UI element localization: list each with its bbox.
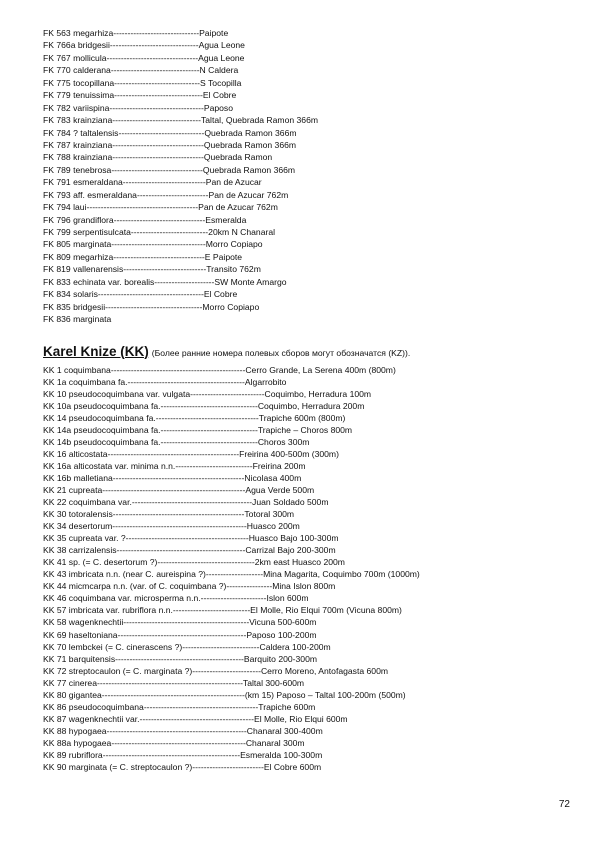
list-item: FK 809 megarhiza--------------------------------E Paipote xyxy=(43,251,243,262)
list-item: FK 835 bridgesii----------------------------------Morro Copiapo xyxy=(43,301,260,312)
list-item: FK 783 krainziana-------------------------------Taltal, Quebrada Ramon 366m xyxy=(43,115,319,126)
list-item: KK 57 imbricata var. rubriflora n.n.---------------------------El Molle, Rio Elqui 700m (Vicuna 800m) xyxy=(43,605,402,616)
list-item: KK 46 coquimbana var. microsperma n.n.-----------------------Islon 600m xyxy=(43,593,309,604)
list-item: KK 58 wagenknechtii--------------------------------------------Vicuna 500-600m xyxy=(43,617,317,628)
list-item: FK 799 serpentisulcata---------------------------20km N Chanaral xyxy=(43,227,276,237)
document-page xyxy=(43,27,563,773)
list-item: FK 834 solaris-------------------------------------El Cobre xyxy=(43,289,238,300)
list-item: FK 791 esmeraldana-----------------------------Pan de Azucar xyxy=(43,177,262,188)
list-item: KK 14 pseudocoquimbana fa.------------------------------------Trapiche 600m (800m) xyxy=(43,412,346,423)
list-item: KK 89 rubriflora------------------------------------------------Esmeralda 100-300m xyxy=(43,750,323,760)
list-item: FK 779 tenuissima-------------------------------El Cobre xyxy=(43,90,237,101)
list-item: FK 563 megarhiza------------------------------Paipote xyxy=(43,28,229,38)
kk-field-number-list xyxy=(43,364,563,774)
list-item: FK 805 marginata---------------------------------Morro Copiapo xyxy=(43,239,263,250)
list-item: KK 70 lembckei (= C. cinerascens ?)---------------------------Caldera 100-200m xyxy=(43,641,331,652)
list-item: FK 770 calderana-------------------------------N Caldera xyxy=(43,65,239,76)
list-item: KK 14b pseudocoquimbana fa.----------------------------------Choros 300m xyxy=(43,436,310,447)
list-item: FK 788 krainziana--------------------------------Quebrada Ramon xyxy=(43,152,273,163)
list-item: KK 34 desertorum-----------------------------------------------Huasco 200m xyxy=(43,521,300,532)
list-item: KK 43 imbricata n.n. (near C. aureispina ?)--------------------Mina Magarita, Coquimbo 700m (1000m) xyxy=(43,569,420,580)
list-item: KK 21 cupreata--------------------------------------------------Agua Verde 500m xyxy=(43,484,315,495)
fk-field-number-list xyxy=(43,27,563,326)
list-item: FK 833 echinata var. borealis---------------------SW Monte Amargo xyxy=(43,276,287,287)
list-item: KK 10a pseudocoquimbana fa.----------------------------------Coquimbo, Herradura 200m xyxy=(43,400,365,411)
list-item: KK 41 sp. (= C. desertorum ?)----------------------------------2km east Huasco 200m xyxy=(43,557,345,568)
list-item: KK 16b malletiana----------------------------------------------Nicolasa 400m xyxy=(43,472,302,483)
list-item: KK 71 barquitensis---------------------------------------------Barquito 200-300m xyxy=(43,653,318,664)
section-note: (Более ранние номера полевых сборов могут обозначатся (KZ)). xyxy=(151,347,411,358)
list-item: KK 72 streptocaulon (= C. marginata ?)------------------------Cerro Moreno, Antofagasta 600m xyxy=(43,665,389,676)
list-item: KK 35 cupreata var. ?-------------------------------------------Huasco Bajo 100-300m xyxy=(43,533,339,544)
list-item: FK 787 krainziana--------------------------------Quebrada Ramon 366m xyxy=(43,139,297,150)
list-item: KK 10 pseudocoquimbana var. vulgata--------------------------Coquimbo, Herradura 100m xyxy=(43,388,372,399)
list-item: FK 782 variispina---------------------------------Paposo xyxy=(43,102,233,113)
list-item: FK 775 tocopillana------------------------------S Tocopilla xyxy=(43,77,242,88)
list-item: KK 77 cinerea---------------------------------------------------Taltal 300-600m xyxy=(43,677,305,688)
list-item: KK 44 micmcarpa n.n. (var. of C. coquimbana ?)----------------Mina Islon 800m xyxy=(43,581,336,592)
list-item: KK 87 wagenknechtii var.----------------------------------------El Molle, Rio Elqui 600m xyxy=(43,713,348,724)
list-item: KK 1a coquimbana fa.-----------------------------------------Algarrobito xyxy=(43,376,287,387)
page-number: 72 xyxy=(558,799,570,810)
section-heading xyxy=(43,343,563,360)
list-item: FK 766a bridgesii-------------------------------Agua Leone xyxy=(43,40,245,51)
list-item: KK 22 coquimbana var.------------------------------------------Juan Soldado 500m xyxy=(43,497,329,508)
list-item: FK 767 mollicula--------------------------------Agua Leone xyxy=(43,52,245,63)
list-item: FK 793 aff. esmeraldana-------------------------Pan de Azucar 762m xyxy=(43,189,289,200)
list-item: KK 30 totoralensis----------------------------------------------Totoral 300m xyxy=(43,509,295,520)
list-item: KK 88 hypogaea-------------------------------------------------Chanaral 300-400m xyxy=(43,725,323,736)
list-item: FK 789 tenebrosa--------------------------------Quebrada Ramon 366m xyxy=(43,164,296,175)
list-item: KK 16a alticostata var. minima n.n.---------------------------Freirina 200m xyxy=(43,460,306,471)
list-item: FK 784 ? taltalensis------------------------------Quebrada Ramon 366m xyxy=(43,127,297,138)
list-item: KK 86 pseudocoquimbana----------------------------------------Trapiche 600m xyxy=(43,701,316,712)
list-item: KK 16 alticostata----------------------------------------------Freirina 400-500m (300m) xyxy=(43,448,339,459)
list-item: KK 14a pseudocoquimbana fa.----------------------------------Trapiche – Choros 800m xyxy=(43,424,353,435)
list-item: KK 80 gigantea--------------------------------------------------(km 15) Paposo – Taltal 100-200m (500m) xyxy=(43,689,406,700)
list-item: FK 836 marginata xyxy=(43,314,112,325)
list-item: KK 38 carrizalensis---------------------------------------------Carrizal Bajo 200-300m xyxy=(43,545,336,556)
list-item: KK 90 marginata (= C. streptocaulon ?)-------------------------El Cobre 600m xyxy=(43,762,322,773)
list-item: FK 819 vallenarensis-----------------------------Transito 762m xyxy=(43,264,261,275)
list-item: FK 794 laui---------------------------------------Pan de Azucar 762m xyxy=(43,202,278,213)
list-item: KK 88a hypogaea-----------------------------------------------Chanaral 300m xyxy=(43,737,305,748)
list-item: FK 796 grandiflora--------------------------------Esmeralda xyxy=(43,214,247,225)
list-item: KK 1 coquimbana-----------------------------------------------Cerro Grande, La Serena 400m (800m) xyxy=(43,364,396,375)
list-item: KK 69 haseltoniana---------------------------------------------Paposo 100-200m xyxy=(43,629,317,640)
section-title: Karel Knize (KK) xyxy=(43,343,149,359)
